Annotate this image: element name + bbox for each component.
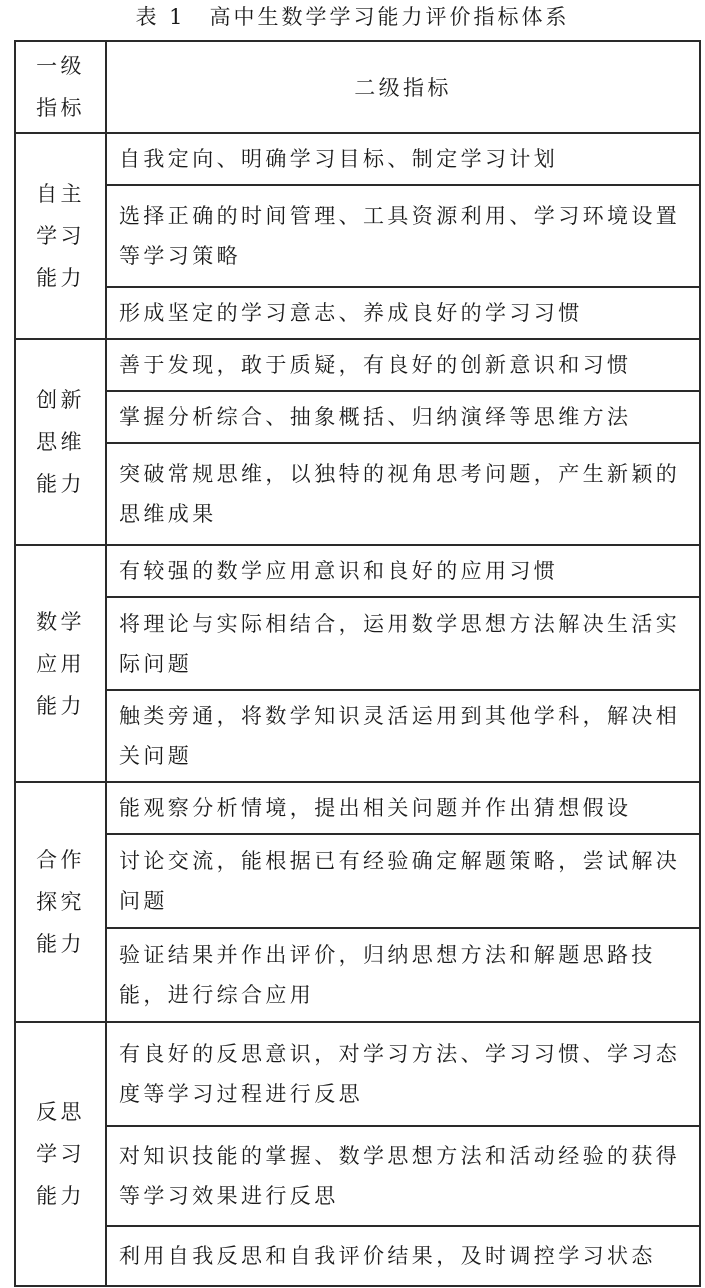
level1-line: 自主 [36,182,85,206]
level2-cell: 善于发现，敢于质疑，有良好的创新意识和习惯 [106,339,700,391]
table-header-row [15,41,700,133]
table-row [15,928,700,1022]
level1-line: 学习 [36,224,85,248]
level1-line: 能力 [36,693,85,718]
level1-line: 反思 [36,1100,85,1124]
table-row [15,690,700,782]
level1-line: 创新 [36,388,85,412]
table-caption: 表 1 高中生数学学习能力评价指标体系 [135,5,570,29]
level1-cell [15,1022,106,1286]
level2-cell: 自我定向、明确学习目标、制定学习计划 [106,133,700,185]
level1-line: 能力 [36,266,85,290]
level2-cell: 对知识技能的掌握、数学思想方法和活动经验的获得等学习效果进行反思 [106,1126,700,1226]
level1-cell [15,782,106,1022]
level2-cell: 突破常规思维，以独特的视角思考问题，产生新颖的思维成果 [106,443,700,545]
table-row [15,545,700,597]
level2-cell: 将理论与实际相结合，运用数学思想方法解决生活实际问题 [106,597,700,690]
level1-line: 应用 [36,651,85,676]
level1-line: 思维 [36,430,85,454]
table-row [15,339,700,391]
level1-line: 合作 [36,848,85,872]
table-row [15,597,700,690]
header-level1-line: 一级 [36,54,85,78]
header-level1-line: 指标 [36,96,85,120]
table-row [15,834,700,928]
level1-line: 能力 [36,1184,85,1208]
level2-cell: 利用自我反思和自我评价结果，及时调控学习状态 [106,1226,700,1286]
table-row [15,782,700,834]
level1-cell [15,545,106,782]
table-row [15,185,700,287]
table-row [15,1226,700,1286]
level2-cell: 验证结果并作出评价，归纳思想方法和解题思路技能，进行综合应用 [106,928,700,1022]
level2-cell: 触类旁通，将数学知识灵活运用到其他学科，解决相关问题 [106,690,700,782]
table-row [15,391,700,443]
level1-cell [15,339,106,545]
table-row [15,443,700,545]
header-level1-cell [15,41,106,133]
level1-cell [15,133,106,339]
table-row [15,133,700,185]
level1-line: 数学 [36,609,85,634]
level2-cell: 能观察分析情境，提出相关问题并作出猜想假设 [106,782,700,834]
level2-cell: 有较强的数学应用意识和良好的应用习惯 [106,545,700,597]
level2-cell: 形成坚定的学习意志、养成良好的学习习惯 [106,287,700,339]
level1-line: 探究 [36,890,85,914]
table-row [15,1126,700,1226]
level1-line: 学习 [36,1142,85,1166]
level2-cell: 选择正确的时间管理、工具资源利用、学习环境设置等学习策略 [106,185,700,287]
level2-cell: 有良好的反思意识，对学习方法、学习习惯、学习态度等学习过程进行反思 [106,1022,700,1126]
level1-line: 能力 [36,472,85,496]
level2-cell: 掌握分析综合、抽象概括、归纳演绎等思维方法 [106,391,700,443]
level1-line: 能力 [36,932,85,956]
level2-cell: 讨论交流，能根据已有经验确定解题策略，尝试解决问题 [106,834,700,928]
table-row [15,287,700,339]
evaluation-index-table [14,40,701,1287]
table-row [15,1022,700,1126]
header-level2-cell: 二级指标 [106,41,700,133]
